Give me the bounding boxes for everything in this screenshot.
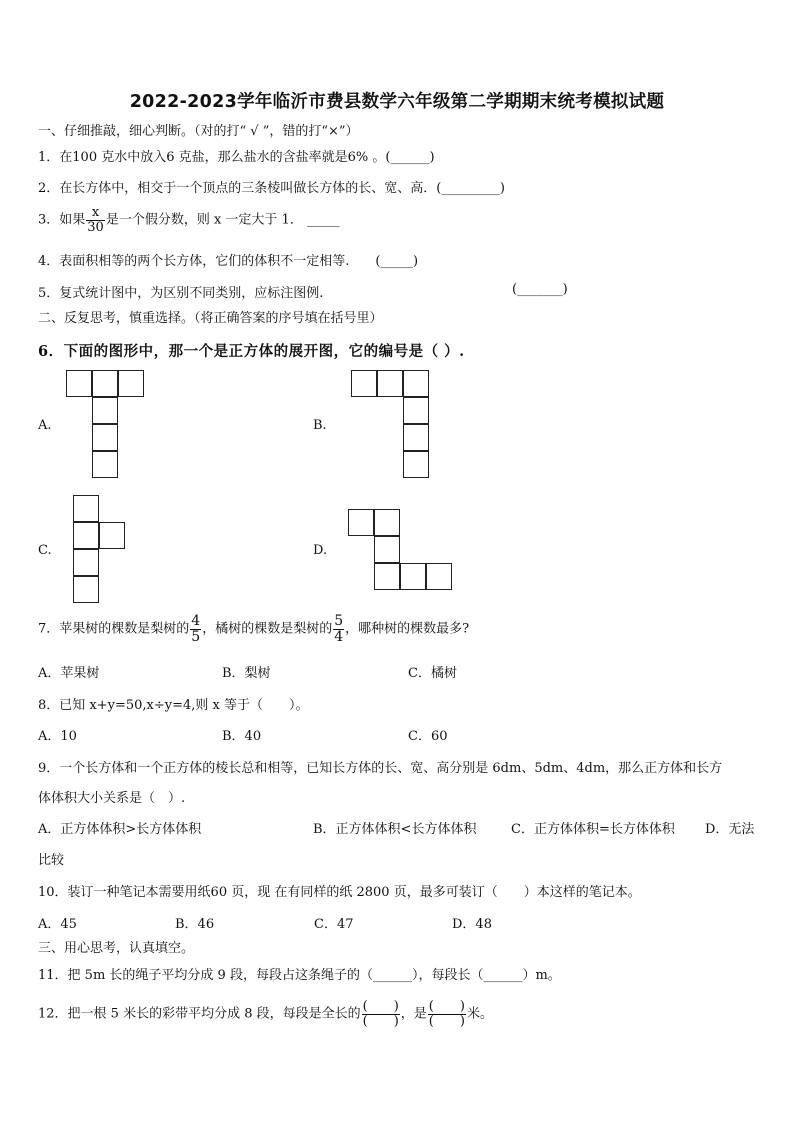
q9-option-b: B．正方体体积<长方体体积 [313, 822, 477, 837]
net-square [73, 549, 99, 576]
net-square [92, 370, 118, 397]
fraction-numerator: 4 [191, 613, 201, 629]
fraction-numerator: ( ) [428, 999, 465, 1014]
q9-option-d-continued: 比较 [38, 853, 65, 868]
net-square [377, 370, 403, 397]
q9-option-d: D．无法 [705, 822, 755, 837]
net-square [118, 370, 144, 397]
option-d-label: D. [313, 543, 328, 558]
fraction-numerator: ( ) [362, 999, 399, 1014]
question-7-post: ，哪种树的棵数最多? [345, 621, 470, 637]
q8-option-a: A．10 [38, 729, 77, 744]
question-1: 1．在100 克水中放入6 克盐，那么盐水的含盐率就是6% 。(______) [38, 150, 435, 165]
q10-option-a: A．45 [38, 917, 77, 932]
net-square [66, 370, 92, 397]
net-square [99, 522, 125, 549]
net-square [73, 522, 99, 549]
net-square [348, 509, 374, 536]
question-12-mid: ，是 [400, 1006, 427, 1022]
section-1-heading: 一、仔细推敲，细心判断。（对的打“ √ ”，错的打“×”） [38, 124, 359, 139]
option-c-label: C. [38, 543, 52, 558]
fraction-denominator: 5 [191, 628, 201, 645]
net-square [73, 495, 99, 522]
question-3 [38, 206, 339, 234]
q7-option-b: B．梨树 [222, 666, 271, 681]
fraction-numerator: x [91, 205, 100, 220]
fraction-numerator: 5 [334, 613, 344, 629]
net-square [403, 397, 429, 424]
q10-option-d: D．48 [452, 917, 492, 932]
net-square [92, 451, 118, 478]
question-11: 11．把 5m 长的绳子平均分成 9 段，每段占这条绳子的（______），每段长（______）m。 [38, 968, 561, 983]
net-square [374, 509, 400, 536]
question-2: 2．在长方体中，相交于一个顶点的三条棱叫做长方体的长、宽、高．(_________) [38, 181, 505, 196]
net-square [374, 563, 400, 590]
fraction-denominator: ( ) [362, 1013, 399, 1029]
fraction-blank-1 [362, 1000, 400, 1028]
question-7-mid: ，橘树的棵数是梨树的 [202, 621, 333, 637]
question-12 [38, 1000, 493, 1028]
fraction-5-over-4 [333, 614, 344, 644]
option-a-label: A. [38, 418, 52, 433]
question-10: 10．装订一种笔记本需要用纸60 页，现 在有同样的纸 2800 页，最多可装订（ ）本这样的笔记本。 [38, 885, 641, 900]
q10-option-c: C．47 [314, 917, 354, 932]
q10-option-b: B．46 [175, 917, 215, 932]
fraction-denominator: ( ) [428, 1013, 465, 1029]
fraction-denominator: 4 [334, 628, 344, 645]
question-4: 4．表面积相等的两个长方体，它们的体积不一定相等. (_____) [38, 254, 419, 269]
question-5-blank: (_______) [512, 282, 568, 297]
net-square [403, 370, 429, 397]
question-3-pre: 3．如果 [38, 212, 86, 228]
net-square [351, 370, 377, 397]
net-square [374, 536, 400, 563]
question-12-pre: 12．把一根 5 米长的彩带平均分成 8 段，每段是全长的 [38, 1006, 361, 1022]
q8-option-c: C．60 [408, 729, 448, 744]
net-square [92, 424, 118, 451]
question-8: 8．已知 x+y=50,x÷y=4,则 x 等于（ ）。 [38, 698, 309, 713]
question-9-line-2: 体体积大小关系是（ ）. [38, 791, 186, 806]
page-title: 2022-2023学年临沂市费县数学六年级第二学期期末统考模拟试题 [129, 92, 665, 112]
question-7 [38, 614, 469, 644]
fraction-denominator: 30 [87, 219, 104, 235]
q7-option-a: A．苹果树 [38, 666, 100, 681]
net-square [73, 576, 99, 603]
q9-option-a: A．正方体体积>长方体体积 [38, 822, 202, 837]
question-9-line-1: 9．一个长方体和一个正方体的棱长总和相等，已知长方体的长、宽、高分别是 6dm、5dm、4dm，那么正方体和长方 [38, 761, 723, 776]
net-square [92, 397, 118, 424]
q7-option-c: C．橘树 [408, 666, 457, 681]
question-6: 6．下面的图形中，那一个是正方体的展开图，它的编号是（ ）. [38, 343, 465, 360]
q9-option-c: C．正方体体积=长方体体积 [511, 822, 675, 837]
question-7-pre: 7．苹果树的棵数是梨树的 [38, 621, 190, 637]
q8-option-b: B．40 [222, 729, 262, 744]
net-square [426, 563, 452, 590]
net-square [403, 451, 429, 478]
section-2-heading: 二、反复思考，慎重选择。（将正确答案的序号填在括号里） [38, 311, 383, 326]
question-3-post: 是一个假分数，则 x 一定大于 1． _____ [105, 212, 340, 228]
fraction-4-over-5 [190, 614, 201, 644]
question-12-post: 米。 [466, 1006, 493, 1022]
option-b-label: B. [313, 418, 327, 433]
question-5: 5．复式统计图中，为区别不同类别，应标注图例. [38, 286, 324, 301]
section-3-heading: 三、用心思考，认真填空。 [38, 941, 195, 956]
net-square [400, 563, 426, 590]
fraction-x-over-30 [86, 206, 105, 234]
net-square [403, 424, 429, 451]
fraction-blank-2 [428, 1000, 466, 1028]
